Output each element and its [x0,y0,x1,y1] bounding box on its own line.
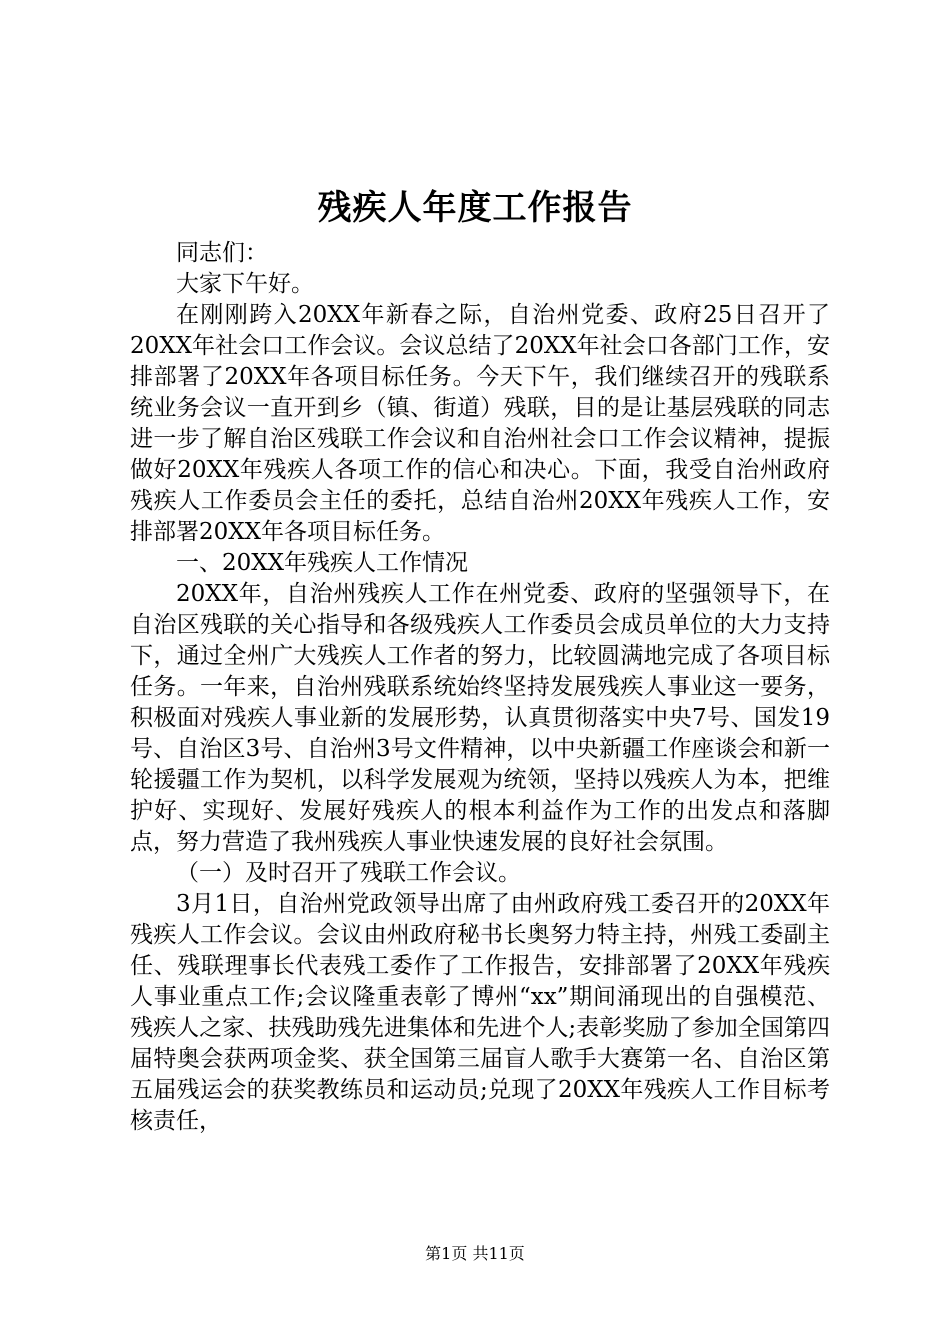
document-body [130,238,830,1137]
greeting: 大家下午好。 [176,271,314,297]
intro-paragraph: 在刚刚跨入20XX年新春之际，自治州党委、政府25日召开了20XX年社会口工作会议。会议总结了20XX年社会口各部门工作，安排部署了20XX年各项目标任务。今天下午，我们继续召开的残联系统业务会议一直开到乡（镇、街道）残联，目的是让基层残联的同志进一步了解自治区残联工作会议和自治州社会口工作会议精神，提振做好20XX年残疾人各项工作的信心和决心。下面，我受自治州政府残疾人工作委员会主任的委托，总结自治州20XX年残疾人工作，安排部署20XX年各项目标任务。 [130,302,830,545]
page-footer: 第1页 共11页 [425,1244,525,1263]
body-paragraph: 3月1日，自治州党政领导出席了由州政府残工委召开的20XX年残疾人工作会议。会议由州政府秘书长奥努力特主持，州残工委副主任、残联理事长代表残工委作了工作报告，安排部署了20XX年残疾人事业重点工作;会议隆重表彰了博州“xx”期间涌现出的自强模范、残疾人之家、扶残助残先进集体和先进个人;表彰奖励了参加全国第四届特奥会获两项金奖、获全国第三届盲人歌手大赛第一名、自治区第五届残运会的获奖教练员和运动员;兑现了20XX年残疾人工作目标考核责任， [130,891,830,1134]
body-paragraph: 20XX年，自治州残疾人工作在州党委、政府的坚强领导下，在自治区残联的关心指导和各级残疾人工作委员会成员单位的大力支持下，通过全州广大残疾人工作者的努力，比较圆满地完成了各项目标任务。一年来，自治州残联系统始终坚持发展残疾人事业这一要务，积极面对残疾人事业新的发展形势，认真贯彻落实中央7号、国发19号、自治区3号、自治州3号文件精神，以中央新疆工作座谈会和新一轮援疆工作为契机，以科学发展观为统领，坚持以残疾人为本，把维护好、实现好、发展好残疾人的根本利益作为工作的出发点和落脚点，努力营造了我州残疾人事业快速发展的良好社会氛围。 [130,581,830,855]
document-title: 残疾人年度工作报告 [317,188,633,228]
salutation: 同志们： [176,240,268,266]
subsection-heading: （一）及时召开了残联工作会议。 [176,860,521,886]
section-heading: 一、20XX年残疾人工作情况 [176,550,469,576]
